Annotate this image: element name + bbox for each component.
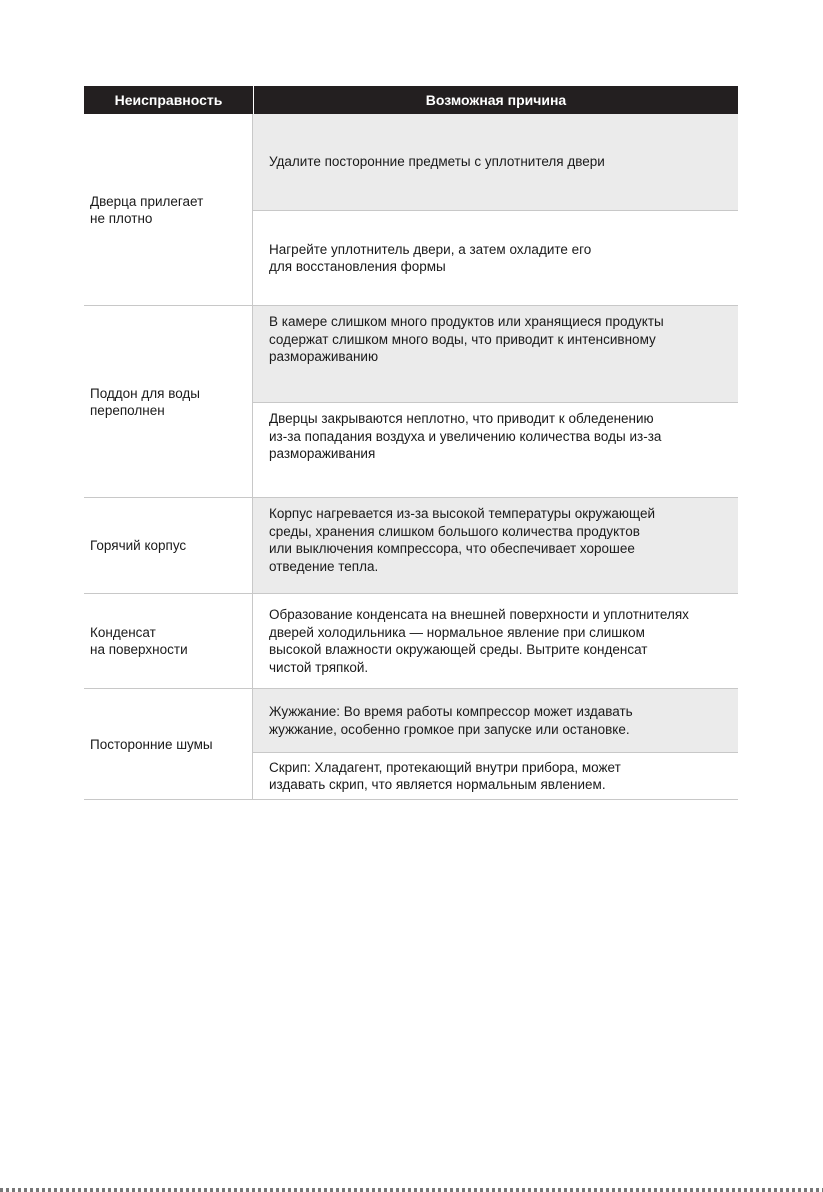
table-row bbox=[84, 114, 738, 306]
cause-item: Жужжание: Во время работы компрессор может издавать жужжание, особенно громкое при запуске или остановке. bbox=[253, 689, 738, 752]
causes-cell bbox=[253, 689, 738, 799]
cause-item: Образование конденсата на внешней поверхности и уплотнителях дверей холодильника — нормальное явление при слишком высокой влажности окружающей среды. Вытрите конденсат чистой тряпкой. bbox=[269, 607, 689, 675]
table-header bbox=[84, 86, 738, 114]
causes-cell bbox=[253, 594, 738, 688]
cause-item: В камере слишком много продуктов или хранящиеся продукты содержат слишком много воды, что приводит к интенсивному размораживанию bbox=[253, 306, 738, 402]
table-row bbox=[84, 689, 738, 800]
causes-cell bbox=[253, 498, 738, 593]
table-row bbox=[84, 498, 738, 594]
table-row bbox=[84, 306, 738, 498]
fault-cell: Горячий корпус bbox=[84, 498, 253, 593]
causes-cell bbox=[253, 306, 738, 497]
troubleshooting-table bbox=[84, 86, 738, 800]
fault-cell: Посторонние шумы bbox=[84, 689, 253, 799]
causes-cell bbox=[253, 114, 738, 305]
fault-cell: Конденсат на поверхности bbox=[84, 594, 253, 688]
header-cause: Возможная причина bbox=[425, 92, 567, 108]
cause-item: Нагрейте уплотнитель двери, а затем охладите его для восстановления формы bbox=[253, 210, 738, 305]
fault-cell: Дверца прилегает не плотно bbox=[84, 114, 253, 305]
cause-item: Удалите посторонние предметы с уплотнителя двери bbox=[253, 114, 738, 210]
table-row bbox=[84, 594, 738, 689]
cause-item: Скрип: Хладагент, протекающий внутри прибора, может издавать скрип, что является нормальным явлением. bbox=[253, 752, 738, 799]
header-fault: Неисправность bbox=[84, 86, 254, 114]
fault-cell: Поддон для воды переполнен bbox=[84, 306, 253, 497]
cause-item: Дверцы закрываются неплотно, что приводит к обледенению из-за попадания воздуха и увеличению количества воды из-за размораживания bbox=[253, 402, 738, 497]
page-edge-rule bbox=[0, 1188, 823, 1192]
cause-item: Корпус нагревается из-за высокой температуры окружающей среды, хранения слишком большого количества продуктов или выключения компрессора, что обеспечивает хорошее отведение тепла. bbox=[253, 498, 738, 593]
